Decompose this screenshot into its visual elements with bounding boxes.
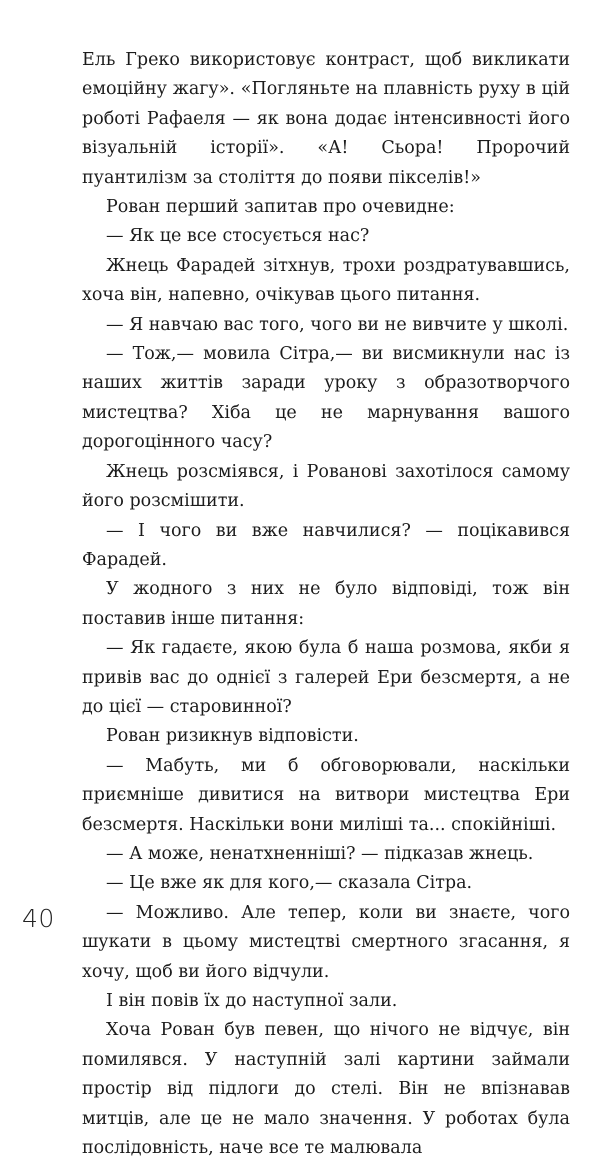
paragraph-1: Ель Греко використовує контраст, щоб викликати емоційну жагу». «Погляньте на плавність руху в цій роботі Рафаеля — як вона додає інтенсивності його візуальній історії». «А! Сьора! Пророчий пуантилізм за століття до появи пікселів!» (82, 50, 570, 188)
paragraph-15: — Можливо. Але тепер, коли ви знаєте, чого шукати в цьому мистецтві смертного згасання, я хочу, щоб ви його відчули. (82, 902, 570, 982)
paragraph-17: Хоча Рован був певен, що нічого не відчує, він помилявся. У наступній залі картини займали простір від підлоги до стелі. Він не впізнавав митців, але це не мало значення. У роботах була послідовність, наче все те малювала (82, 1020, 570, 1159)
paragraph-16: І він повів їх до наступної зали. (106, 991, 398, 1011)
paragraph-11: Рован ризикнув відповісти. (106, 726, 359, 747)
paragraph-7: Жнець розсміявся, і Рованові захотілося самому його розсмішити. (82, 461, 570, 512)
paragraph-14: — Це вже як для кого,— сказала Сітра. (106, 873, 473, 894)
paragraph-10: — Як гадаєте, якою була б наша розмова, якби я привів вас до однієї з галерей Ери безсмертя, а не до цієї — старовинної? (82, 638, 570, 717)
paragraph-5: — Я навчаю вас того, чого ви не вивчите у школі. (106, 314, 569, 335)
paragraph-4: Жнець Фарадей зітхнув, трохи роздратувавшись, хоча він, напевно, очікував цього питання. (82, 255, 570, 306)
paragraph-2: Рован перший запитав про очевидне: (106, 197, 455, 218)
page-number: 40 (22, 904, 55, 933)
paragraph-6: — Тож,— мовила Сітра,— ви висмикнули нас із наших життів заради уроку з образотворчого мистецтва? Хіба це не марнування вашого дорогоцінного часу? (82, 344, 570, 453)
paragraph-8: — І чого ви вже навчилися? — поцікавився Фарадей. (82, 520, 570, 570)
paragraph-12: — Мабуть, ми б обговорювали, наскільки приємніше дивитися на витвори мистецтва Ери безсмертя. Наскільки вони миліші та... спокійніші. (82, 755, 570, 835)
paragraph-9: У жодного з них не було відповіді, тож він поставив інше питання: (82, 579, 570, 629)
paragraph-13: — А може, ненатхненніші? — підказав жнець. (106, 843, 534, 864)
page-text-block (82, 46, 570, 1163)
paragraph-3: — Як це все стосується нас? (106, 226, 370, 247)
